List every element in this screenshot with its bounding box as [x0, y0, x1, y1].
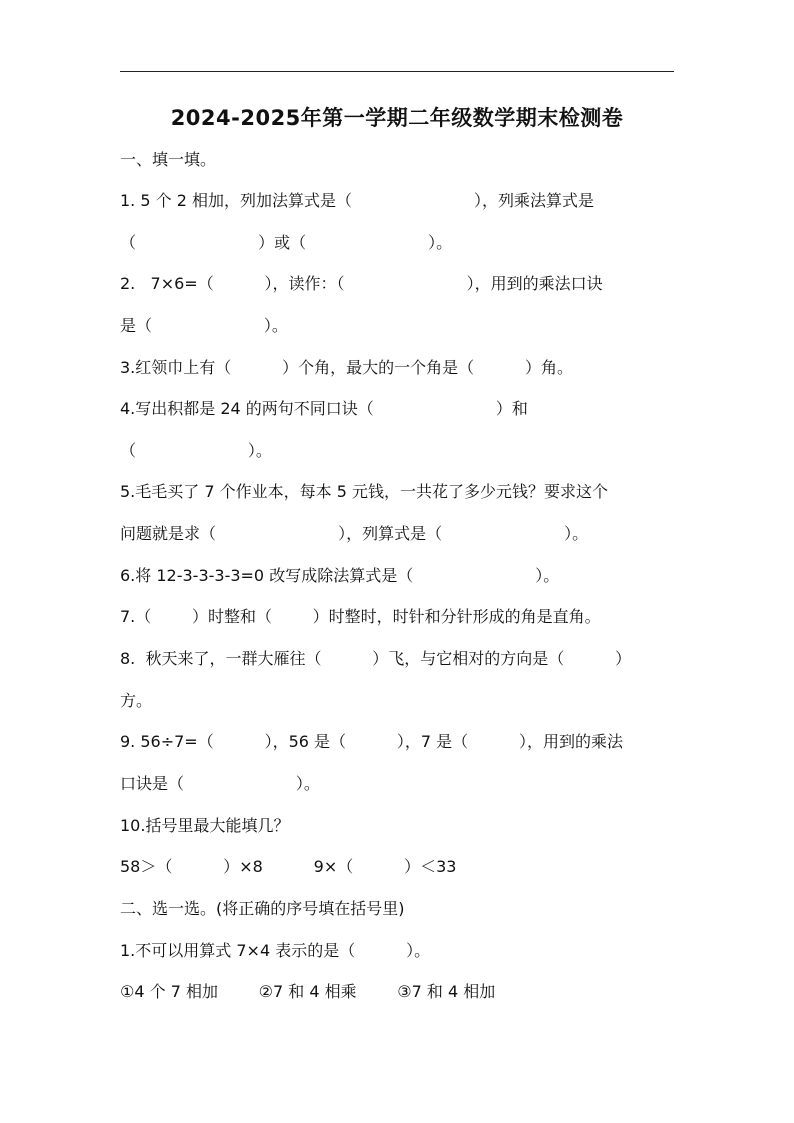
- q10-line1: 10.括号里最大能填几？: [120, 816, 290, 835]
- q1-line1: 1. 5 个 2 相加，列加法算式是（ ），列乘法算式是: [120, 191, 595, 210]
- q1-line2: （ ）或（ ）。: [120, 233, 453, 252]
- s2q1-options: ①4 个 7 相加 ②7 和 4 相乘 ③7 和 4 相加: [120, 982, 496, 1001]
- q8-line2: 方。: [120, 691, 153, 710]
- q7-line1: 7.（ ）时整和（ ）时整时，时针和分针形成的角是直角。: [120, 607, 601, 626]
- q9-line1: 9. 56÷7=（ ），56 是（ ），7 是（ ），用到的乘法: [120, 732, 623, 751]
- header-rule: [120, 71, 674, 72]
- section2-heading: 二、选一选。(将正确的序号填在括号里): [120, 899, 405, 918]
- section1-heading: 一、填一填。: [120, 150, 217, 169]
- s2q1-line1: 1.不可以用算式 7×4 表示的是（ ）。: [120, 941, 431, 960]
- q3-line1: 3.红领巾上有（ ）个角，最大的一个角是（ ）角。: [120, 358, 573, 377]
- q4-line2: （ ）。: [120, 441, 272, 460]
- q8-line1: 8. 秋天来了，一群大雁往（ ）飞，与它相对的方向是（ ）: [120, 649, 632, 668]
- q2-line1: 2. 7×6=（ ），读作：（ ），用到的乘法口诀: [120, 274, 603, 293]
- q5-line1: 5.毛毛买了 7 个作业本，每本 5 元钱，一共花了多少元钱？要求这个: [120, 482, 608, 501]
- q9-line2: 口诀是（ ）。: [120, 774, 320, 793]
- q6-line1: 6.将 12-3-3-3-3=0 改写成除法算式是（ ）。: [120, 566, 560, 585]
- q5-line2: 问题就是求（ ），列算式是（ ）。: [120, 524, 589, 543]
- q2-line2: 是（ ）。: [120, 316, 288, 335]
- q10-line2: 58＞（ ）×8 9×（ ）＜33: [120, 857, 457, 876]
- q4-line1: 4.写出积都是 24 的两句不同口诀（ ）和: [120, 399, 528, 418]
- page-title: 2024-2025年第一学期二年级数学期末检测卷: [170, 106, 624, 130]
